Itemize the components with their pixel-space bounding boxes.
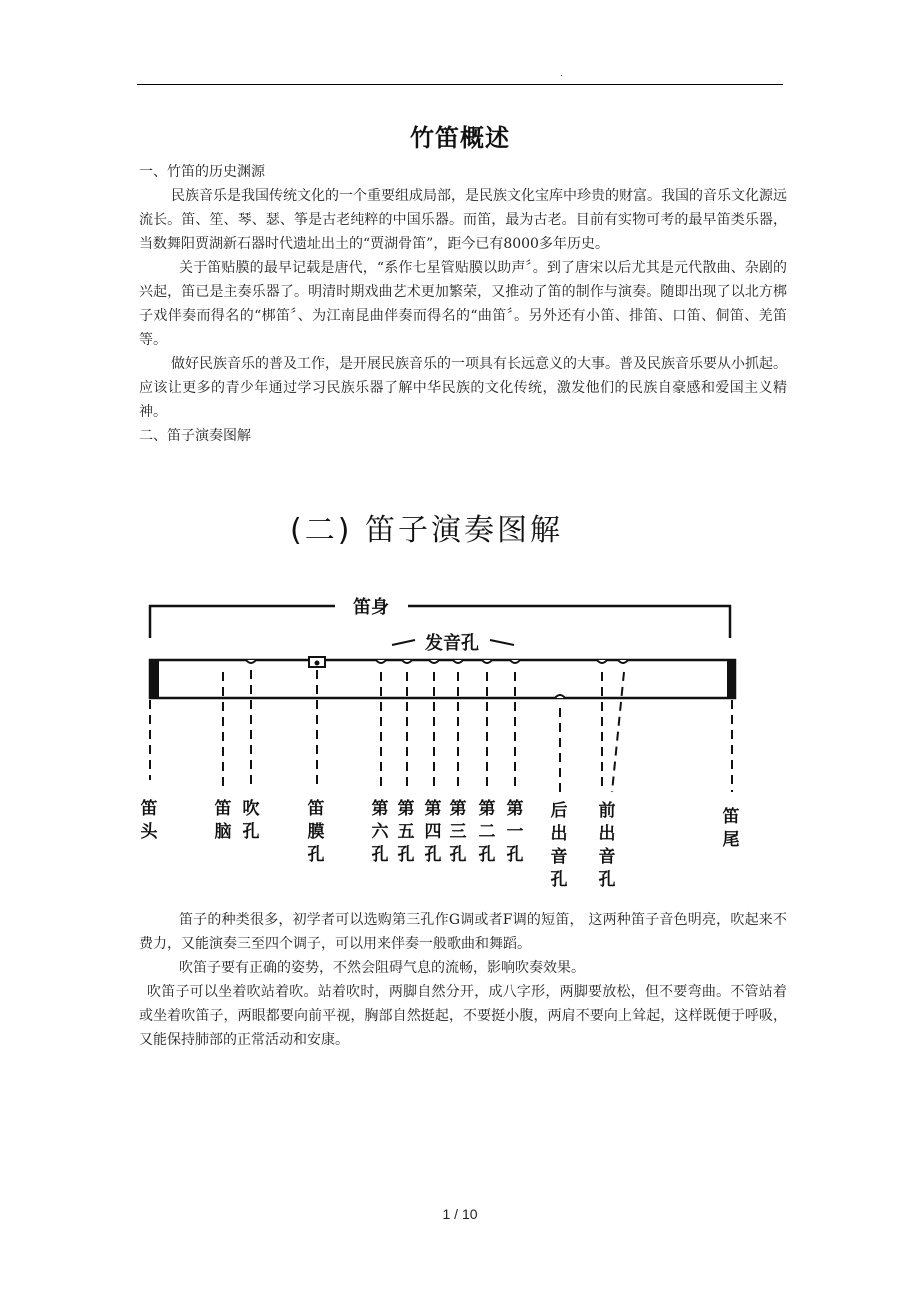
diagram-title: (二) 笛子演奏图解 xyxy=(290,513,563,548)
body-label: 笛身 xyxy=(353,597,389,618)
paragraph: 民族音乐是我国传统文化的一个重要组成局部，是民族文化宝库中珍贵的财富。我国的音乐文化源远流长。笛、笙、琴、瑟、筝是古老纯粹的中国乐器。而笛，最为古老。目前有实物可考的最早笛类乐器，当数舞阳贾湖新石器时代遗址出土的“贾湖骨笛”，距今已有8000多年历史。 xyxy=(139,188,787,252)
label-hole-3: 第三孔 xyxy=(449,799,467,865)
label-hole-2: 第二孔 xyxy=(478,799,496,865)
flute-drawing xyxy=(130,500,770,800)
label-head: 笛头 xyxy=(140,799,158,842)
flute-tube xyxy=(150,660,735,698)
section-playing xyxy=(139,908,787,1052)
body-bracket-left xyxy=(150,606,335,638)
label-blow-hole: 吹孔 xyxy=(242,799,260,842)
label-front-hole: 前出音孔 xyxy=(598,801,616,890)
paragraph: 吹笛子要有正确的姿势，不然会阻碍气息的流畅，影响吹奏效果。 xyxy=(179,960,585,976)
back-hole xyxy=(555,695,565,698)
section-history xyxy=(139,160,787,448)
hole-5 xyxy=(402,660,412,663)
header-dot: . xyxy=(560,68,563,79)
paragraph: 吹笛子可以坐着吹站着吹。站着吹时，两脚自然分开，成八字形，两脚要放松，但不要弯曲。不管站着或坐着吹笛子，两眼都要向前平视，胸部自然挺起，不要挺小腹，两肩不要向上耸起，这样既便于呼吸，又能保持肺部的正常活动和安康。 xyxy=(139,984,787,1048)
flute-diagram xyxy=(130,500,770,910)
label-hole-5: 第五孔 xyxy=(397,799,415,865)
document-title: 竹笛概述 xyxy=(410,124,510,152)
label-hole-4: 第四孔 xyxy=(424,799,442,865)
hole-3 xyxy=(453,660,463,663)
label-membrane-hole: 笛膜孔 xyxy=(307,799,325,865)
label-hole-1: 第一孔 xyxy=(506,799,524,865)
front-hole-b xyxy=(618,660,628,663)
flute-tail-cap xyxy=(727,660,736,698)
flute-head-cap xyxy=(150,660,159,698)
paragraph: 笛子的种类很多，初学者可以选购第三孔作G调或者F调的短笛， 这两种笛子音色明亮，吹起来不费力，又能演奏三至四个调子，可以用来伴奏一般歌曲和舞蹈。 xyxy=(139,912,787,952)
hole-4 xyxy=(429,660,439,663)
hole-1 xyxy=(510,660,520,663)
front-hole-a xyxy=(597,660,607,663)
header-rule xyxy=(137,84,783,85)
paragraph: 关于笛贴膜的最早记载是唐代，“系作七星管贴膜以助声〞。到了唐宋以后尤其是元代散曲、杂剧的兴起，笛已是主奏乐器了。明清时期戏曲艺术更加繁荣，又推动了笛的制作与演奏。随即出现了以北方梆子戏伴奏而得名的“梆笛〞、为江南昆曲伴奏而得名的“曲笛〞。另外还有小笛、排笛、口笛、侗笛、羌笛等。 xyxy=(139,260,787,348)
label-back-hole: 后出音孔 xyxy=(550,801,568,890)
label-hole-6: 第六孔 xyxy=(371,799,389,865)
membrane-hole-dot xyxy=(315,661,320,666)
page-number: 1 / 10 xyxy=(442,1206,478,1222)
section-heading: 一、竹笛的历史渊源 xyxy=(139,164,265,180)
label-brain: 笛脑 xyxy=(214,799,232,842)
label-tail: 笛尾 xyxy=(722,807,740,850)
holes-bracket-left xyxy=(392,640,415,645)
hole-2 xyxy=(482,660,492,663)
hole-6 xyxy=(376,660,386,663)
holes-bracket-right xyxy=(490,640,514,645)
paragraph: 做好民族音乐的普及工作，是开展民族音乐的一项具有长远意义的大事。普及民族音乐要从小抓起。应该让更多的青少年通过学习民族乐器了解中华民族的文化传统，激发他们的民族自豪感和爱国主义精神。 xyxy=(139,356,787,420)
section-heading: 二、笛子演奏图解 xyxy=(139,428,251,444)
holes-label: 发音孔 xyxy=(425,633,479,654)
blow-hole xyxy=(246,660,256,663)
